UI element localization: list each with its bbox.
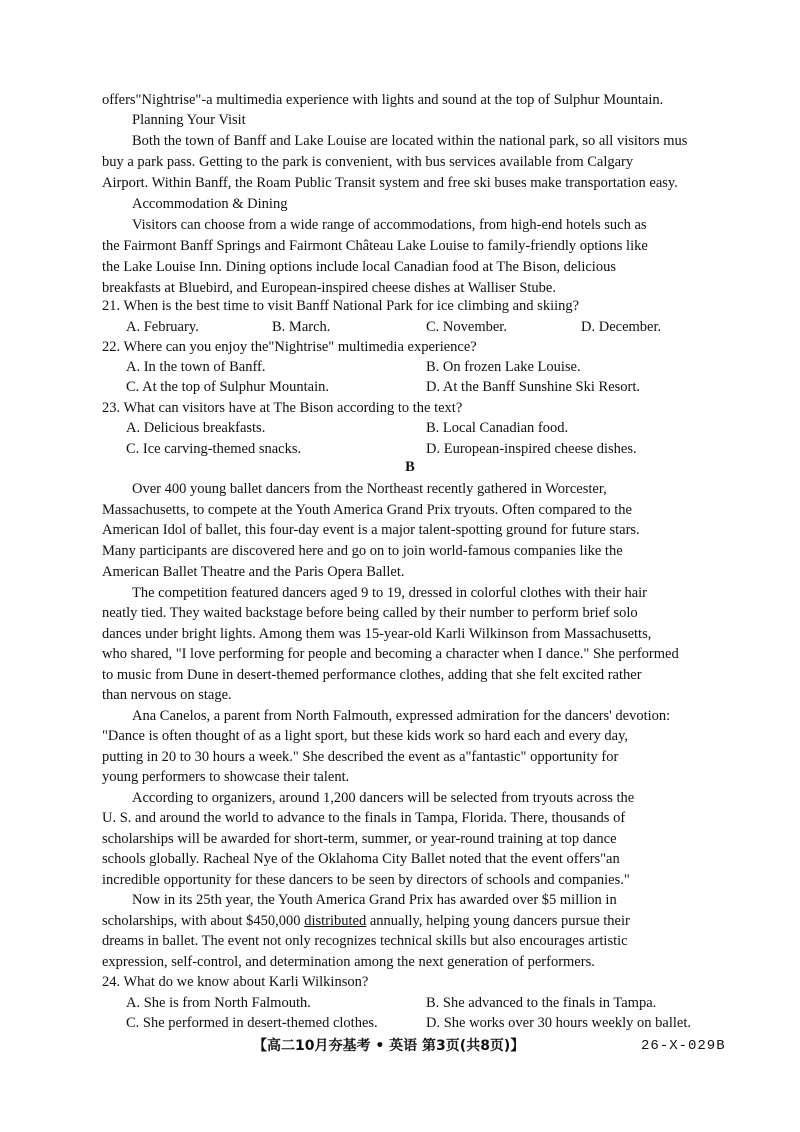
- footer-code: 26-X-029B: [641, 1038, 726, 1054]
- passage-b-line-15: young performers to showcase their talent.: [102, 769, 350, 785]
- underlined-word-distributed: distributed: [304, 913, 367, 929]
- passage-b-line-9: who shared, "I love performing for people and becoming a character when I dance." She performed: [102, 646, 679, 662]
- passage-a-line-5: Airport. Within Banff, the Roam Public Transit system and free ski buses make transportation easy.: [102, 175, 678, 191]
- passage-b-line-23: dreams in ballet. The event not only recognizes technical skills but also encourages artistic: [102, 933, 628, 949]
- question-23-option-d: D. European-inspired cheese dishes.: [426, 441, 637, 457]
- heading-planning-your-visit: Planning Your Visit: [132, 112, 246, 128]
- passage-a-line-4: buy a park pass. Getting to the park is convenient, with bus services available from Calgary: [102, 154, 634, 170]
- question-22-option-b: B. On frozen Lake Louise.: [426, 359, 581, 375]
- passage-b-line-19: schools globally. Racheal Nye of the Oklahoma City Ballet noted that the event offers"an: [102, 851, 620, 867]
- passage-b-line-17: U. S. and around the world to advance to the finals in Tampa, Florida. There, thousands of: [102, 810, 626, 826]
- passage-b-line-4: Many participants are discovered here and go on to join world-famous companies like the: [102, 543, 623, 559]
- passage-a-line-10: breakfasts at Bluebird, and European-inspired cheese dishes at Walliser Stube.: [102, 280, 556, 296]
- passage-b-line-24: expression, self-control, and determination among the next generation of performers.: [102, 954, 595, 970]
- passage-b-line-16: According to organizers, around 1,200 dancers will be selected from tryouts across the: [132, 790, 635, 806]
- question-22-stem: 22. Where can you enjoy the"Nightrise" multimedia experience?: [102, 339, 477, 355]
- passage-a-line-8: the Fairmont Banff Springs and Fairmont Château Lake Louise to family-friendly options like: [102, 238, 648, 254]
- passage-b-line-3: American Idol of ballet, this four-day event is a major talent-spotting ground for future stars.: [102, 522, 640, 538]
- question-22-option-c: C. At the top of Sulphur Mountain.: [126, 379, 329, 395]
- question-23-option-c: C. Ice carving-themed snacks.: [126, 441, 302, 457]
- question-21-stem: 21. When is the best time to visit Banff National Park for ice climbing and skiing?: [102, 298, 580, 314]
- passage-b-line-22-end: annually, helping young dancers pursue their: [366, 913, 630, 929]
- passage-b-line-10: to music from Dune in desert-themed performance clothes, adding that she felt excited rather: [102, 667, 642, 683]
- question-23-stem: 23. What can visitors have at The Bison according to the text?: [102, 400, 463, 416]
- question-22-option-a: A. In the town of Banff.: [126, 359, 266, 375]
- question-24-option-b: B. She advanced to the finals in Tampa.: [426, 995, 657, 1011]
- passage-b-line-2: Massachusetts, to compete at the Youth America Grand Prix tryouts. Often compared to the: [102, 502, 632, 518]
- passage-a-line-9: the Lake Louise Inn. Dining options include local Canadian food at The Bison, delicious: [102, 259, 616, 275]
- passage-b-line-1: Over 400 young ballet dancers from the Northeast recently gathered in Worcester,: [132, 481, 607, 497]
- question-21-option-a: A. February.: [126, 319, 199, 335]
- passage-b-line-21: Now in its 25th year, the Youth America Grand Prix has awarded over $5 million in: [132, 892, 617, 908]
- passage-a-line-7: Visitors can choose from a wide range of accommodations, from high-end hotels such as: [132, 217, 647, 233]
- question-23-option-a: A. Delicious breakfasts.: [126, 420, 266, 436]
- question-24-stem: 24. What do we know about Karli Wilkinson?: [102, 974, 369, 990]
- question-21-option-d: D. December.: [581, 319, 662, 335]
- question-24-option-c: C. She performed in desert-themed clothes.: [126, 1015, 378, 1031]
- question-21-option-c: C. November.: [426, 319, 507, 335]
- passage-b-line-5: American Ballet Theatre and the Paris Opera Ballet.: [102, 564, 405, 580]
- passage-b-line-8: dances under bright lights. Among them was 15-year-old Karli Wilkinson from Massachusetts,: [102, 626, 652, 642]
- question-24-option-d: D. She works over 30 hours weekly on ballet.: [426, 1015, 691, 1031]
- question-21-option-b: B. March.: [272, 319, 331, 335]
- passage-b-line-20: incredible opportunity for these dancers to be seen by directors of schools and companies.": [102, 872, 630, 888]
- passage-b-line-12: Ana Canelos, a parent from North Falmouth, expressed admiration for the dancers' devotion:: [132, 708, 671, 724]
- question-23-option-b: B. Local Canadian food.: [426, 420, 569, 436]
- footer-label: 【高二10月夯基考 • 英语 第3页(共8页)】: [253, 1038, 525, 1054]
- passage-b-line-22-start: scholarships, with about $450,000: [102, 913, 305, 929]
- question-24-option-a: A. She is from North Falmouth.: [126, 995, 311, 1011]
- passage-b-line-22: [102, 911, 630, 931]
- passage-a-line-3: Both the town of Banff and Lake Louise are located within the national park, so all visitors mus: [132, 133, 688, 149]
- passage-a-line-1: offers"Nightrise"-a multimedia experience with lights and sound at the top of Sulphur Mountain.: [102, 92, 664, 108]
- section-b-heading: B: [405, 459, 415, 475]
- passage-b-line-13: "Dance is often thought of as a light sport, but these kids work so hard each and every day,: [102, 728, 629, 744]
- question-22-option-d: D. At the Banff Sunshine Ski Resort.: [426, 379, 641, 395]
- passage-b-line-18: scholarships will be awarded for short-term, summer, or year-round training at top dance: [102, 831, 617, 847]
- heading-accommodation-dining: Accommodation & Dining: [132, 196, 288, 212]
- passage-b-line-7: neatly tied. They waited backstage before being called by their number to perform brief solo: [102, 605, 638, 621]
- passage-b-line-11: than nervous on stage.: [102, 687, 232, 703]
- passage-b-line-6: The competition featured dancers aged 9 to 19, dressed in colorful clothes with their hair: [132, 585, 647, 601]
- passage-b-line-14: putting in 20 to 30 hours a week." She described the event as a"fantastic" opportunity for: [102, 749, 619, 765]
